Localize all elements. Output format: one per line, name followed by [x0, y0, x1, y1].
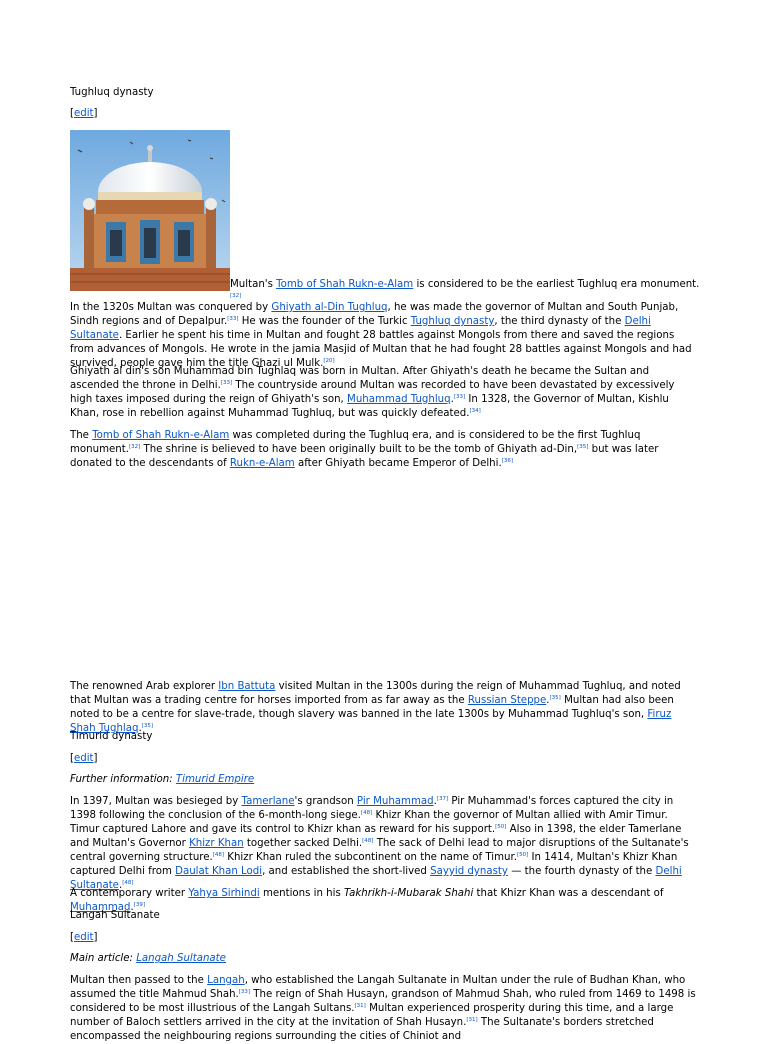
text: Pir Muhammad's forces captured the city in 1398 following the conclusion of the 6-month-long siege. — [70, 796, 674, 821]
text: In 1328, the Governor of Multan, Kishlu Khan, rose in rebellion against Muhammad Tughluq, but was quickly defeated. — [70, 394, 669, 419]
reference[interactable]: [31] — [354, 1003, 366, 1009]
text: Ghiyath al din's son Muhammad bin Tughlaq was born in Multan. After Ghiyath's death he became the Sultan and ascended the throne in Delhi. — [70, 366, 650, 391]
text: Also in 1398, the elder Tamerlane and Multan's Governor — [70, 824, 682, 849]
text: Multan had also been noted to be a centre for slave-trade, though slavery was banned in the late 1300s by Muhammad Tughluq's son, — [70, 695, 674, 720]
link[interactable]: Daulat Khan Lodi — [175, 866, 263, 877]
reference[interactable]: [37] — [436, 796, 449, 802]
caption-link[interactable]: Tomb of Shah Rukn-e-Alam — [276, 279, 414, 290]
caption-text: Multan's — [230, 279, 277, 290]
text: Multan then passed to the — [70, 975, 208, 986]
link[interactable]: Ghiyath al-Din Tughluq — [271, 302, 388, 313]
section-heading: Langah Sultanate — [70, 910, 160, 921]
text: Multan experienced prosperity during this time, and a large number of Baloch settlers arrived in the city at the invitation of Shah Husayn. — [70, 1003, 674, 1028]
reference[interactable]: [33] — [238, 989, 251, 995]
tomb-photo[interactable] — [70, 130, 230, 291]
link[interactable]: Khizr Khan — [189, 838, 244, 849]
text: The countryside around Multan was recorded to have been devastated by excessively high taxes imposed during the reign of Ghiyath's son, — [70, 380, 675, 405]
edit-link[interactable]: edit — [73, 753, 94, 764]
text: In 1397, Multan was besieged by — [70, 796, 242, 807]
section-langah-heading — [70, 909, 698, 923]
text: The reign of Shah Husayn, grandson of Mahmud Shah, who ruled from 1469 to 1498 is considered to be most illustrious of the Langah Sultans. — [70, 989, 696, 1014]
further-link[interactable]: Timurid Empire — [175, 774, 255, 785]
text: . — [450, 394, 454, 405]
main-article — [70, 952, 698, 966]
link[interactable]: Langah — [207, 975, 245, 986]
text: . — [138, 723, 142, 734]
reference[interactable]: [32] — [128, 444, 141, 450]
link[interactable]: Yahya Sirhindi — [188, 888, 260, 899]
text: . — [118, 880, 123, 891]
text: was completed during the Tughluq era, and is considered to be the first Tughluq monument. — [70, 430, 641, 455]
tomb-image — [70, 130, 230, 291]
text: together sacked Delhi. — [243, 838, 363, 849]
text: . Earlier he spent his time in Multan and fought 28 battles against Mongols from there and saved the regions from advances of Mongols. He wrote in the jamia Masjid of Multan that he had fought 28 battles against Mongols and had survived, people gave him the title Ghazi ul Mulk. — [70, 330, 692, 369]
reference[interactable]: [48] — [362, 838, 374, 844]
reference[interactable]: [31] — [466, 1017, 478, 1023]
reference[interactable]: [32] — [230, 293, 242, 299]
text: The sack of Delhi lead to major disruptions of the Sultanate's central governing structure. — [70, 838, 689, 863]
paragraph — [70, 974, 698, 1044]
edit-link-row: [edit] — [70, 932, 98, 943]
reference[interactable]: [36] — [501, 458, 513, 464]
reference[interactable]: [33] — [227, 316, 239, 322]
reference[interactable]: [48] — [212, 852, 225, 858]
book-title: Takhrikh-i-Mubarak Shahi — [344, 888, 474, 899]
text: The renowned Arab explorer — [70, 681, 219, 692]
link[interactable]: Firuz Shah Tughlaq — [70, 709, 672, 734]
text: . — [130, 902, 134, 913]
text: , he was made the governor of Multan and South Punjab, Sindh regions and of Depalpur. — [70, 302, 679, 327]
section-tughluq-heading — [70, 86, 698, 100]
text: The — [70, 430, 93, 441]
section-heading: Tughluq dynasty — [70, 87, 154, 98]
text: In the 1320s Multan was conquered by — [70, 302, 272, 313]
text: mentions in his — [259, 888, 345, 899]
link[interactable]: Tughluq dynasty — [410, 316, 495, 327]
text: . — [546, 695, 550, 706]
reference[interactable]: [33] — [220, 380, 233, 386]
text: but was later donated to the descendants of — [70, 444, 659, 469]
edit-link-row: [edit] — [70, 108, 98, 119]
reference[interactable]: [34] — [469, 408, 481, 414]
text: The shrine is believed to have been originally built to be the tomb of Ghiyath ad-Din, — [140, 444, 578, 455]
link[interactable]: Delhi Sultanate — [70, 866, 682, 891]
link[interactable]: Tomb of Shah Rukn-e-Alam — [92, 430, 230, 441]
main-article-link[interactable]: Langah Sultanate — [136, 953, 226, 964]
text: The Sultanate's borders stretched encompassed the neighbouring regions surrounding the cities of Chiniot and — [70, 1017, 654, 1042]
reference[interactable]: [48] — [122, 880, 134, 886]
text: , and established the short-lived — [262, 866, 431, 877]
section-timurid-heading — [70, 730, 698, 744]
text: that Khizr Khan was a descendant of — [473, 888, 664, 899]
link[interactable]: Delhi Sultanate — [70, 316, 651, 341]
paragraph — [70, 365, 698, 421]
paragraph — [70, 795, 698, 893]
reference[interactable]: [50] — [516, 852, 529, 858]
link[interactable]: Tamerlane — [241, 796, 295, 807]
edit-link[interactable]: edit — [73, 932, 94, 943]
link[interactable]: Pir Muhammad — [356, 796, 434, 807]
reference[interactable]: [35] — [549, 695, 561, 701]
text: A contemporary writer — [70, 888, 189, 899]
reference[interactable]: [39] — [133, 902, 146, 908]
further-label: Further information: — [70, 774, 173, 785]
text: — the fourth dynasty of the — [507, 866, 656, 877]
link[interactable]: Muhammad — [70, 902, 131, 913]
link[interactable]: Muhammad Tughluq — [347, 394, 451, 405]
edit-link[interactable]: edit — [73, 108, 94, 119]
edit-link-row: [edit] — [70, 753, 98, 764]
text: Khizr Khan ruled the subcontinent on the name of Timur. — [224, 852, 517, 863]
reference[interactable]: [48] — [360, 810, 373, 816]
further-information — [70, 773, 698, 787]
paragraph — [70, 301, 698, 371]
reference[interactable]: [50] — [495, 824, 507, 830]
text: He was the founder of the Turkic — [238, 316, 411, 327]
reference[interactable]: [35] — [577, 444, 589, 450]
reference[interactable]: [35] — [141, 723, 154, 729]
paragraph — [70, 429, 698, 471]
text: , the third dynasty of the — [494, 316, 625, 327]
paragraph — [70, 680, 698, 736]
link[interactable]: Ibn Battuta — [218, 681, 276, 692]
link[interactable]: Russian Steppe — [467, 695, 547, 706]
text: Khizr Khan the governor of Multan allied with Amir Timur. Timur captured Lahore and gave its control to Khizr khan as reward for his support. — [70, 810, 668, 835]
text: , who established the Langah Sultanate in Multan under the rule of Budhan Khan, who assumed the title Mahmud Shah. — [70, 975, 686, 1000]
main-label: Main article: — [70, 953, 133, 964]
text: In 1414, Multan's Khizr Khan captured Delhi from — [70, 852, 678, 877]
reference[interactable]: [33] — [453, 394, 466, 400]
link[interactable]: Sayyid dynasty — [430, 866, 508, 877]
caption-text: is considered to be the earliest Tughluq era monument. — [413, 279, 700, 290]
reference[interactable]: [20] — [323, 358, 335, 364]
link[interactable]: Rukn-e-Alam — [229, 458, 295, 469]
section-heading: Timurid dynasty — [70, 731, 153, 742]
figure-row — [70, 130, 710, 299]
text: after Ghiyath became Emperor of Delhi. — [294, 458, 502, 469]
text: 's grandson — [294, 796, 357, 807]
text: visited Multan in the 1300s during the reign of Muhammad Tughluq, and noted that Multan was a trading centre for horses imported from as far away as the — [70, 681, 681, 706]
text: . — [433, 796, 437, 807]
